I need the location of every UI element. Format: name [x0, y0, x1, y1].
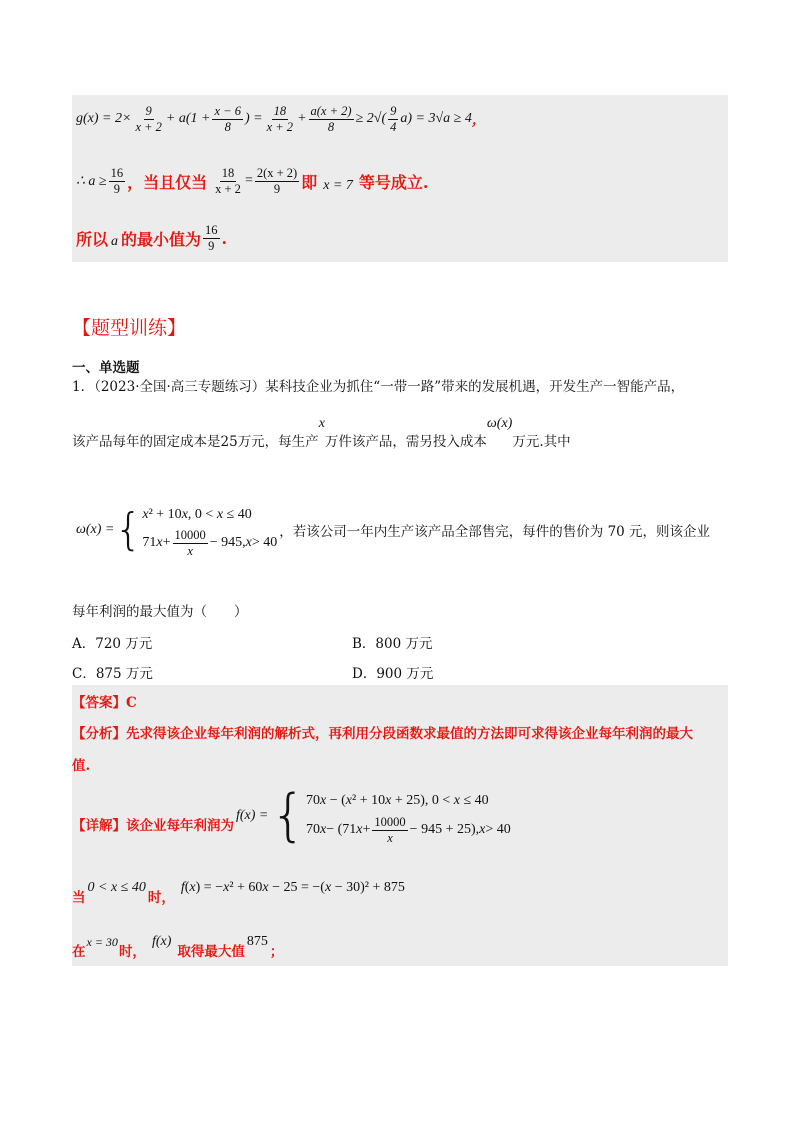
question-line-1	[72, 375, 684, 395]
equation-g-text: g(x) = 2×	[76, 111, 132, 126]
question-omega: ω(x)	[486, 416, 513, 431]
x-eq-7: x = 7	[323, 178, 353, 193]
ji-text: 即	[301, 172, 318, 192]
omega-piece-1: x² + 10x, 0 < x ≤ 40	[142, 506, 252, 522]
detail-label: 【详解】该企业每年利润为	[72, 818, 234, 834]
semicolon: ；	[269, 944, 284, 960]
question-number: 1．	[72, 379, 95, 395]
frac-18-over-x2: $\frac{18}{x + 2}$	[266, 103, 294, 134]
question-text-2c: 万元，每生产	[237, 434, 319, 450]
frac-ax2-over-8: $\frac{a(x + 2)}{8}$	[310, 103, 352, 134]
analysis-line-1: 【分析】先求得该企业每年利润的解析式，再利用分段函数求最值的方法即可求得该企业每年利润的最大	[72, 726, 693, 742]
analysis-line-2: 值.	[72, 758, 91, 774]
when-text: 当	[72, 890, 86, 906]
option-b[interactable]: B．800 万元	[352, 636, 433, 652]
question-text-3: ，若该公司一年内生产该产品全部售完，每件的售价为 70 元，则该企业	[279, 524, 711, 540]
question-text-1: 某科技企业为抓住“一带一路”带来的发展机遇，开发生产一智能产品，	[265, 379, 685, 395]
conclusion-line	[76, 220, 227, 256]
at-suffix: 时，	[118, 944, 146, 960]
equal-holds: 等号成立.	[358, 172, 429, 192]
frac-16-over-9: $\frac{16}{9}$	[110, 165, 124, 196]
question-line-4: 每年利润的最大值为（ ）	[72, 604, 248, 620]
fx-name: f(x)	[151, 934, 172, 949]
frac-x6-over-8: $\frac{x - 6}{8}$	[214, 103, 241, 134]
frac-9-over-x2: $\frac{9}{x + 2}$	[135, 103, 162, 134]
comma: ，	[127, 172, 144, 192]
piecewise-omega	[76, 497, 710, 563]
max-value: 875	[246, 934, 268, 949]
question-text-2e: 万元.其中	[512, 434, 571, 450]
at-line	[72, 924, 283, 960]
at-text: 在	[72, 944, 86, 960]
min-text: 的最小值为	[121, 229, 202, 249]
when-cond: 0 < x ≤ 40	[87, 880, 146, 895]
question-fixed-cost: 25	[220, 434, 238, 450]
question-text-2d: 万件该产品，需另投入成本	[324, 434, 487, 450]
equation-g: g(x) = 2× $\frac{9}{x + 2}$ + a(1 + $\frac{x - 6}{8}$ ) = $\frac{18}{x + 2}$ + $\frac{a(x + 2)}{8}$ ≥ 2√( $\frac{9}{4}$ a) = 3√a ≥ 4 ，	[76, 103, 486, 134]
therefore-line: ∴ a ≥ $\frac{16}{9}$ ， 当且仅当 $\frac{18}{x + 2}$ = $\frac{2(x + 2)}{9}$ 即 x = 7 等号成立.	[76, 165, 429, 196]
answer-label: 【答案】C	[72, 695, 137, 711]
when-line	[72, 870, 405, 906]
at-cond: x = 30	[86, 934, 118, 949]
fx-lhs: f(x) =	[236, 808, 269, 823]
min-value-frac: $\frac{16}{9}$	[205, 222, 218, 253]
fx-expression: f(x) = −x² + 60x − 25 = −(x − 30)² + 875	[180, 880, 405, 895]
frac-2x2-over-9: $\frac{2(x + 2)}{9}$	[256, 165, 298, 196]
when-suffix: 时，	[147, 890, 175, 906]
fx-brace: {	[270, 783, 307, 848]
detail-line	[72, 778, 511, 854]
therefore-a: ∴ a ≥	[76, 173, 107, 189]
question-source: （2023·全国·高三专题练习）	[94, 379, 266, 395]
a-var: a	[111, 234, 119, 249]
eq1-comma: ，	[471, 113, 486, 128]
frac-9-over-4: $\frac{9}{4}$	[390, 103, 397, 134]
frac-18-over-x2b: $\frac{18}{x + 2}$	[215, 165, 241, 196]
so-text: 所以	[76, 229, 109, 249]
section-title: 【题型训练】	[72, 317, 187, 339]
left-brace: {	[114, 504, 143, 555]
question-line-2	[72, 410, 571, 450]
fx-piece-2: 70 x − (71 x + $\frac{10000}{x}$ − 945 + 25), x > 40	[306, 814, 511, 845]
period: .	[221, 228, 228, 248]
option-d[interactable]: D．900 万元	[352, 666, 434, 682]
option-a[interactable]: A．720 万元	[72, 636, 153, 652]
question-var-x: x	[318, 416, 325, 431]
omega-piece-2: 71 x + $\frac{10000}{x}$ − 945, x > 40	[142, 527, 278, 558]
fx-piece-1: 70x − (x² + 10x + 25), 0 < x ≤ 40	[306, 792, 489, 808]
max-text: 取得最大值	[177, 944, 245, 960]
omega-lhs: ω(x) =	[76, 522, 115, 537]
option-c[interactable]: C．875 万元	[72, 666, 153, 682]
when-only-when: 当且仅当	[143, 172, 208, 192]
section-heading: 一、单选题	[72, 360, 140, 376]
question-text-2a: 该产品每年的固定成本是	[72, 434, 221, 450]
